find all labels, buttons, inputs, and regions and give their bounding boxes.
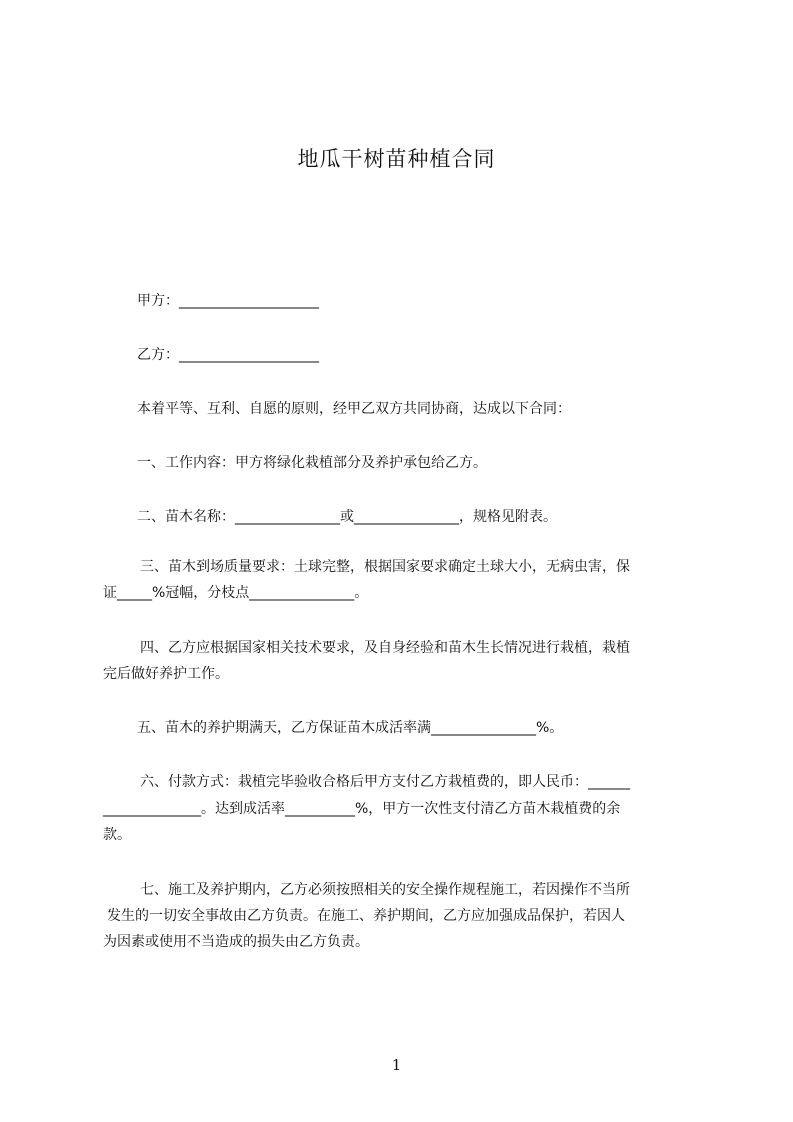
clause-6-line-3: 款。 (103, 827, 131, 843)
clause-3-line-2: 证_____%冠幅，分枝点_______________。 (103, 585, 369, 601)
party-b-line: 乙方：____________________ (137, 347, 319, 363)
clause-4-line-1: 四、乙方应根据国家相关技术要求，及自身经验和苗木生长情况进行栽植，栽植 (140, 640, 630, 656)
document-title: 地瓜干树苗种植合同 (297, 147, 496, 171)
clause-7-line-2: 发生的一切安全事故由乙方负责。在施工、养护期间，乙方应加强成品保护，若因人 (107, 908, 625, 924)
party-a-line: 甲方：____________________ (137, 293, 319, 309)
clause-7-line-1: 七、施工及养护期内，乙方必须按照相关的安全操作规程施工，若因操作不当所 (140, 882, 630, 898)
clause-6-line-2: ______________。达到成活率__________%，甲方一次性支付清乙方苗木栽植费的余 (103, 801, 621, 817)
preamble-line: 本着平等、互利、自愿的原则，经甲乙双方共同协商，达成以下合同： (137, 401, 571, 417)
clause-2-line: 二、苗木名称：_______________或_______________，规格见附表。 (137, 509, 557, 525)
clause-3-line-1: 三、苗木到场质量要求：土球完整，根据国家要求确定土球大小，无病虫害，保 (140, 559, 630, 575)
clause-7-line-3: 为因素或使用不当造成的损失由乙方负责。 (103, 934, 369, 950)
clause-4-line-2: 完后做好养护工作。 (103, 666, 229, 682)
clause-1-line: 一、工作内容：甲方将绿化栽植部分及养护承包给乙方。 (137, 455, 487, 471)
clause-6-line-1: 六、付款方式：栽植完毕验收合格后甲方支付乙方栽植费的，即人民币：______ (140, 774, 630, 790)
page-number: 1 (391, 1056, 402, 1074)
clause-5-line: 五、苗木的养护期满天，乙方保证苗木成活率满_______________%。 (137, 720, 564, 736)
